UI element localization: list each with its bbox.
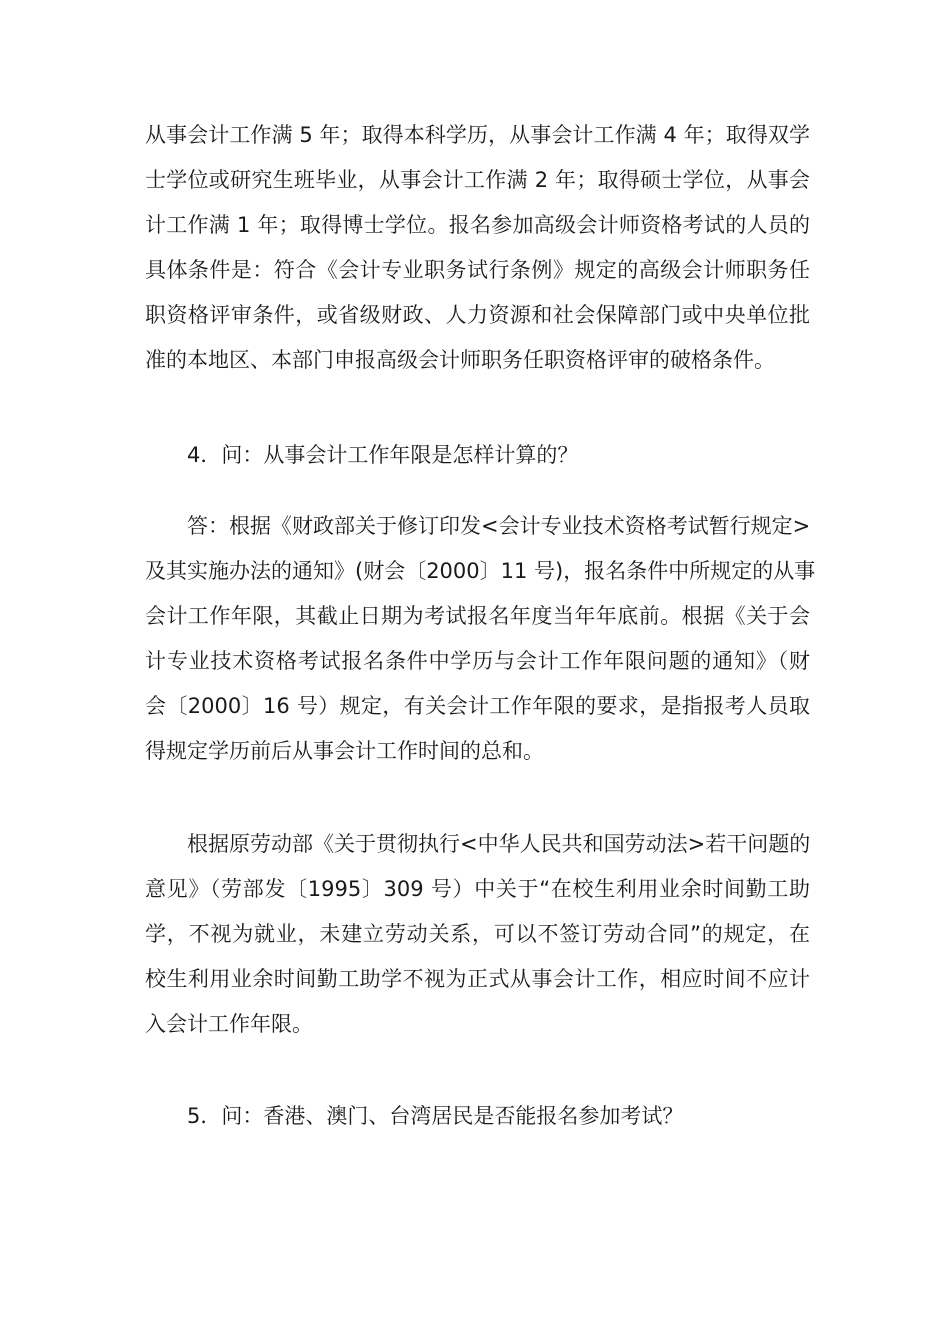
- question-5-heading: [145, 1094, 810, 1139]
- labor-law-paragraph: [145, 822, 810, 1047]
- text-line: 及其实施办法的通知》(财会〔2000〕11 号)，报名条件中所规定的从事: [145, 559, 816, 583]
- text-line: 职资格评审条件，或省级财政、人力资源和社会保障部门或中央单位批: [145, 303, 810, 327]
- text-line: 答：根据《财政部关于修订印发<会计专业技术资格考试暂行规定>: [187, 514, 811, 538]
- text-line: 意见》（劳部发〔1995〕309 号）中关于“在校生利用业余时间勤工助: [145, 877, 810, 901]
- text-line: 士学位或研究生班毕业，从事会计工作满 2 年；取得硕士学位，从事会: [145, 168, 810, 192]
- text-line: 根据原劳动部《关于贯彻执行<中华人民共和国劳动法>若干问题的: [187, 832, 811, 856]
- text-line: 入会计工作年限。: [145, 1012, 313, 1036]
- question-text: 5．问：香港、澳门、台湾居民是否能报名参加考试？: [187, 1104, 684, 1128]
- text-line: 具体条件是：符合《会计专业职务试行条例》规定的高级会计师职务任: [145, 258, 810, 282]
- text-line: 准的本地区、本部门申报高级会计师职务任职资格评审的破格条件。: [145, 348, 775, 372]
- text-line: 学，不视为就业，未建立劳动关系，可以不签订劳动合同”的规定，在: [145, 922, 810, 946]
- answer-4-paragraph: [145, 504, 816, 774]
- text-line: 校生利用业余时间勤工助学不视为正式从事会计工作，相应时间不应计: [145, 967, 810, 991]
- text-line: 计工作满 1 年；取得博士学位。报名参加高级会计师资格考试的人员的: [145, 213, 810, 237]
- text-line: 会计工作年限，其截止日期为考试报名年度当年年底前。根据《关于会: [145, 604, 810, 628]
- question-text: 4．问：从事会计工作年限是怎样计算的？: [187, 443, 579, 467]
- text-line: 从事会计工作满 5 年；取得本科学历，从事会计工作满 4 年；取得双学: [145, 123, 810, 147]
- text-line: 计专业技术资格考试报名条件中学历与会计工作年限问题的通知》（财: [145, 649, 810, 673]
- paragraph-qualification-conditions: [145, 113, 810, 383]
- text-line: 会〔2000〕16 号）规定，有关会计工作年限的要求，是指报考人员取: [145, 694, 810, 718]
- text-line: 得规定学历前后从事会计工作时间的总和。: [145, 739, 544, 763]
- question-4-heading: [145, 433, 810, 478]
